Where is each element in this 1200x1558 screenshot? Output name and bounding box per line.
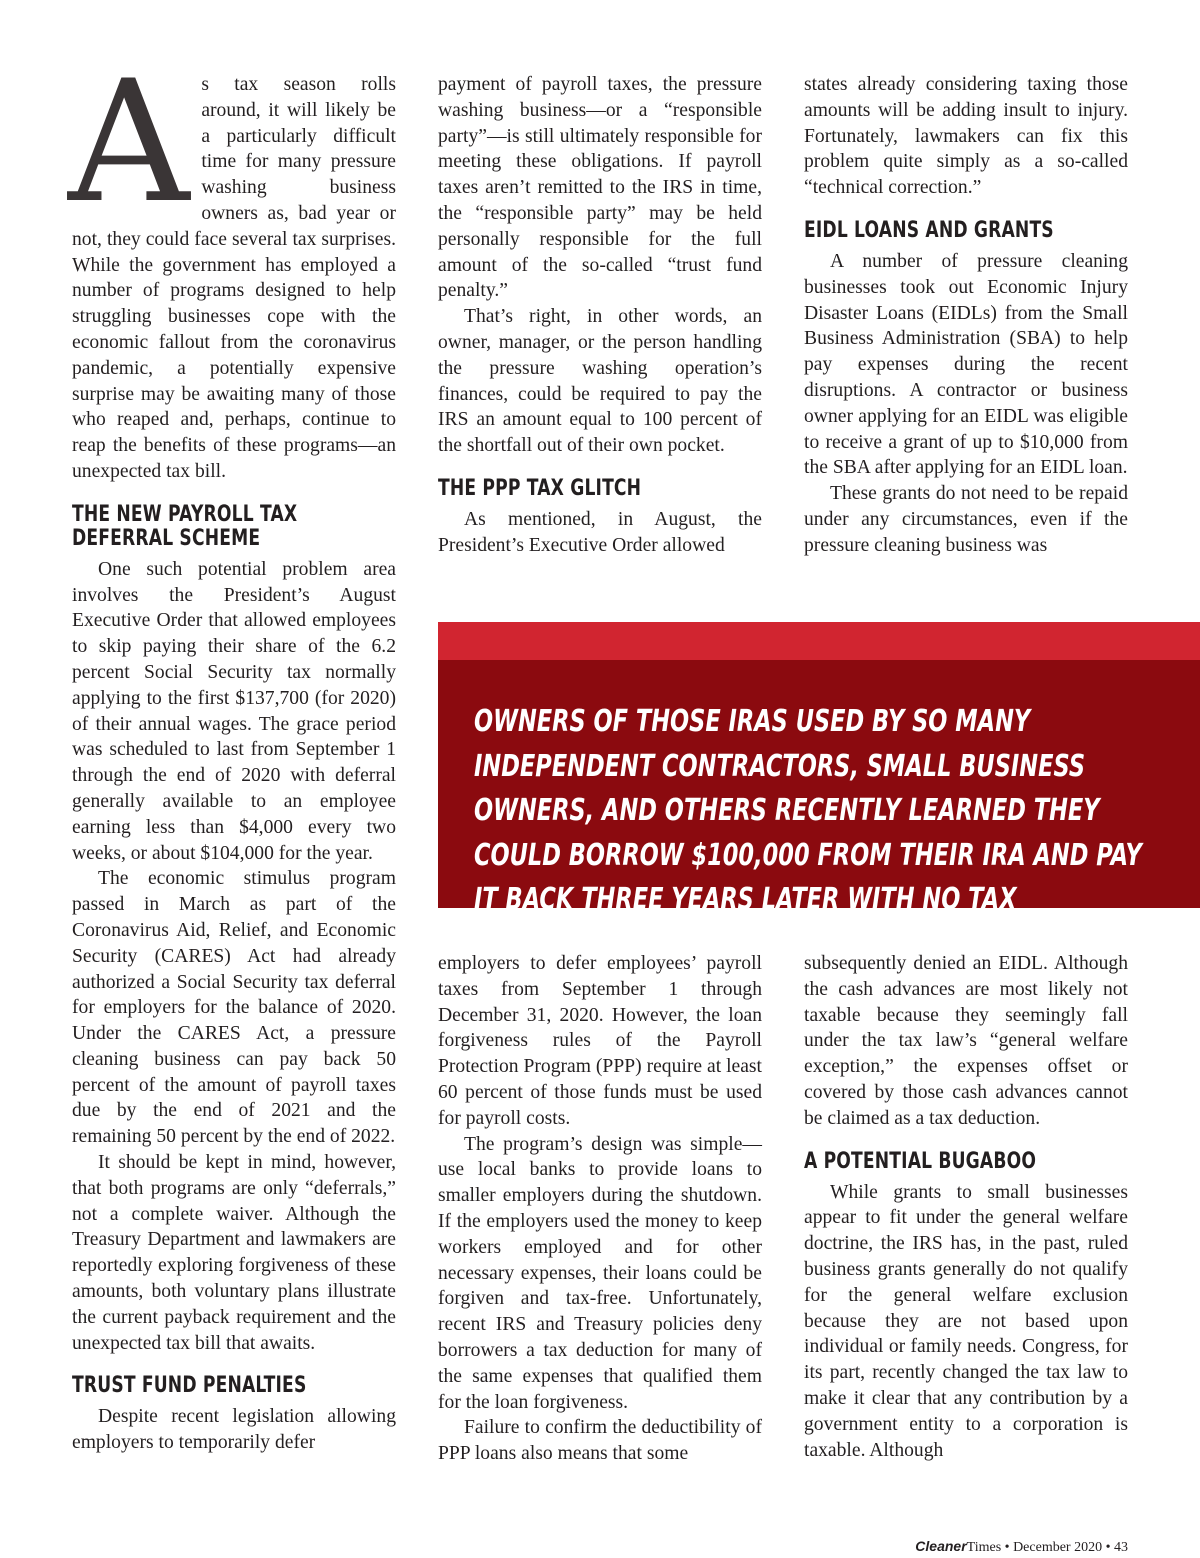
heading-payroll-tax-deferral: THE NEW PAYROLL TAX DEFERRAL SCHEME <box>72 501 298 551</box>
body-paragraph: That’s right, in other words, an owner, manager, or the person handling the pressure washing operation’s finances, could be required to pay the IRS an amount equal to 100 percent of the shortfall out of their own pocket. <box>438 306 762 457</box>
heading-eidl-loans-grants: EIDL LOANS AND GRANTS <box>804 217 1054 243</box>
article-column-3 <box>804 72 1128 559</box>
drop-cap: A <box>68 44 190 240</box>
body-paragraph: Despite recent legislation allowing employers to temporarily defer <box>72 1406 396 1454</box>
body-paragraph: subsequently denied an EIDL. Although the cash advances are most likely not taxable because they seemingly fall under the tax law’s “general welfare exception,” the expenses offset or covered by those cash advances cannot be claimed as a tax deduction. <box>804 953 1128 1129</box>
heading-trust-fund-penalties: TRUST FUND PENALTIES <box>72 1373 307 1399</box>
article-column-2 <box>438 72 762 559</box>
body-paragraph: states already considering taxing those amounts will be adding insult to injury. Fortunately, lawmakers can fix this problem quite simply as a so-called “technical correction.” <box>804 74 1128 199</box>
issue-date: December 2020 <box>1013 1540 1103 1555</box>
article-column-1 <box>68 44 396 1456</box>
heading-potential-bugaboo: A POTENTIAL BUGABOO <box>804 1148 1037 1174</box>
pull-quote-text: OWNERS OF THOSE IRAS USED BY SO MANY INDEPENDENT CONTRACTORS, SMALL BUSINESS OWNERS, AND OTHERS RECENTLY LEARNED THEY COULD BORROW $100,000 FROM THEIR IRA AND PAY IT BACK THREE YEARS LATER WITH NO TAX CONSEQUENCES. <box>474 704 1142 962</box>
page-number: 43 <box>1114 1540 1128 1555</box>
body-paragraph: As mentioned, in August, the President’s Executive Order allowed <box>438 508 762 556</box>
body-paragraph: While grants to small businesses appear to fit under the general welfare doctrine, the IRS has, in the past, ruled business grants generally do not qualify for the general welfare exclusion because they are not based upon individual or family needs. Congress, for its part, recently changed the tax law to make it clear that any contribution by a government entity to a corporation is taxable. Although <box>804 1181 1128 1461</box>
body-paragraph: It should be kept in mind, however, that both programs are only “deferrals,” not a complete waiver. Although the Treasury Department and lawmakers are reportedly exploring forgiveness of these amounts, both voluntary plans illustrate the current payback requirement and the unexpected tax bill that awaits. <box>72 1152 396 1354</box>
magazine-brand: Cleaner <box>915 1538 967 1554</box>
body-paragraph: These grants do not need to be repaid under any circumstances, even if the pressure cleaning business was <box>804 483 1128 556</box>
heading-ppp-tax-glitch: THE PPP TAX GLITCH <box>438 475 642 501</box>
magazine-name: Times <box>966 1540 1002 1555</box>
article-column-5 <box>804 951 1128 1463</box>
body-paragraph: The program’s design was simple—use local banks to provide loans to smaller employers during the shutdown. If the employers used the money to keep workers employed and for other necessary expenses, their loans could be forgiven and tax-free. Unfortunately, recent IRS and Treasury policies deny borrowers a tax deduction for many of the same expenses that qualified them for the loan forgiveness. <box>438 1133 762 1413</box>
page-footer: CleanerTimes • December 2020 • 43 <box>915 1538 1128 1555</box>
pull-quote-accent-bar <box>438 622 1200 660</box>
body-paragraph: Failure to confirm the deductibility of PPP loans also means that some <box>438 1417 762 1465</box>
intro-paragraph: As tax season rolls around, it will likely be a particularly difficult time for many pressure washing business owners as, bad year or not, they could face several tax surprises. While the government has employed a number of programs designed to help struggling businesses cope with the economic fallout from the coronavirus pandemic, a potentially expensive surprise may be awaiting many of those who reaped and, perhaps, continue to reap the benefits of these programs—an unexpected tax bill. <box>68 44 396 482</box>
body-paragraph: One such potential problem area involves the President’s August Executive Order that allowed employees to skip paying their share of the 6.2 percent Social Security tax normally applying to the first $137,700 (for 2020) of their annual wages. The grace period was scheduled to last from September 1 through the end of 2020 with deferral generally available to an employee earning less than $4,000 every two weeks, or about $104,000 for the year. <box>72 558 396 864</box>
body-paragraph: The economic stimulus program passed in March as part of the Coronavirus Aid, Relief, and Economic Security (CARES) Act had already authorized a Social Security tax deferral for employers for the balance of 2020. Under the CARES Act, a pressure cleaning business can pay back 50 percent of the amount of payroll taxes due by the end of 2021 and the remaining 50 percent by the end of 2022. <box>72 868 396 1148</box>
article-column-4 <box>438 951 762 1467</box>
body-paragraph: employers to defer employees’ payroll taxes from September 1 through December 31, 2020. However, the loan forgiveness rules of the Payroll Protection Program (PPP) require at least 60 percent of those funds must be used for payroll costs. <box>438 953 762 1129</box>
body-paragraph: A number of pressure cleaning businesses took out Economic Injury Disaster Loans (EIDLs) from the Small Business Administration (SBA) to help pay expenses during the recent disruptions. A contractor or business owner applying for an EIDL was eligible to receive a grant of up to $10,000 from the SBA after applying for an EIDL loan. <box>804 250 1128 479</box>
body-paragraph: payment of payroll taxes, the pressure washing business—or a “responsible party”—is still ultimately responsible for meeting these obligations. If payroll taxes aren’t remitted to the IRS in time, the “responsible party” may be held personally responsible for the full amount of the so-called “trust fund penalty.” <box>438 74 762 302</box>
